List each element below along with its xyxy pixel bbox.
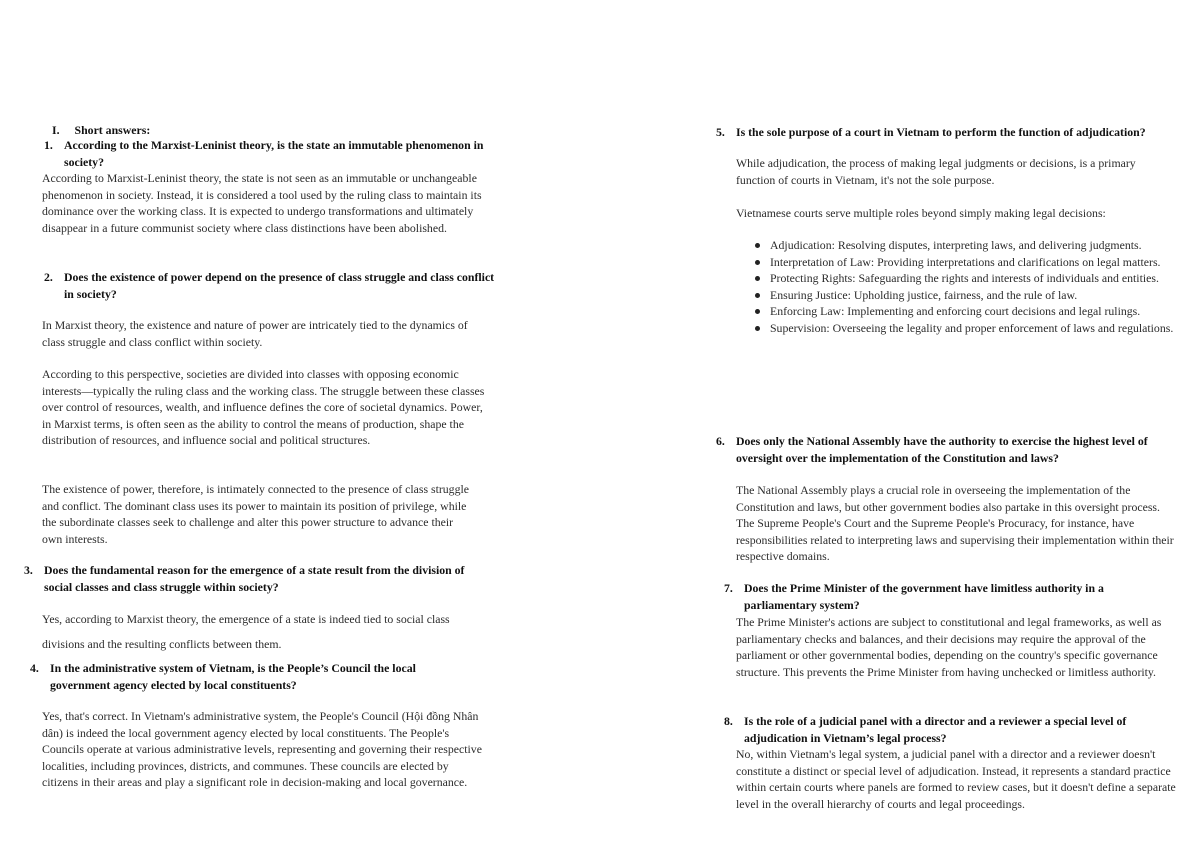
answer-4 <box>42 708 486 791</box>
roles-list <box>736 237 1176 337</box>
question-number: 6. <box>716 434 725 448</box>
answer-text: Yes, that's correct. In Vietnam's administrative system, the People's Council (Hội đồng Nhân dân) is indeed the local government agency elected by local constituents. The People's Councils operate at various administrative levels, representing and governing their respective localities, including provinces, districts, and communes. These councils are elected by citizens in their areas and play a significant role in decision-making and local governance. <box>42 709 482 790</box>
answer-text: While adjudication, the process of making legal judgments or decisions, is a primary function of courts in Vietnam, it's not the sole purpose. <box>736 156 1136 187</box>
answer-5-intro <box>736 205 1186 222</box>
answer-2-paragraph-2 <box>42 366 486 449</box>
question-number: 7. <box>724 581 733 595</box>
answer-6 <box>736 482 1176 565</box>
answer-text: No, within Vietnam's legal system, a judicial panel with a director and a reviewer doesn't constitute a distinct or special level of adjudication. Instead, it represents a standard practice within certain courts where panels are formed to review cases, but it doesn't define a separate level in the overall hierarchy of courts and legal proceedings. <box>736 747 1176 811</box>
question-8 <box>724 713 1164 746</box>
answer-text: Yes, according to Marxist theory, the emergence of a state is indeed tied to social class divisions and the resulting conflicts between them. <box>42 612 450 651</box>
answer-7 <box>736 614 1176 680</box>
answer-1 <box>42 170 494 236</box>
answer-text: The existence of power, therefore, is intimately connected to the presence of class struggle and conflict. The dominant class uses its power to maintain its position of privilege, while the subordinate classes seek to challenge and alter this power structure to advance their own interests. <box>42 482 469 546</box>
question-4 <box>30 660 450 693</box>
question-number: 5. <box>716 125 725 139</box>
answer-8 <box>736 746 1181 812</box>
question-text: Does the existence of power depend on the presence of class struggle and class conflict in society? <box>64 270 495 301</box>
answer-text: The Prime Minister's actions are subject to constitutional and legal frameworks, as well as parliamentary checks and balances, and their decisions may require the approval of the parliament or other governmental bodies, depending on the country's specific governance structure. This prevents the Prime Minister from having unchecked or limitless authority. <box>736 615 1162 679</box>
question-number: 2. <box>44 270 53 284</box>
bullet-icon <box>755 243 760 248</box>
answer-text: According to Marxist-Leninist theory, the state is not seen as an immutable or unchangeable phenomenon in society. Instead, it is considered a tool used by the ruling class to maintain its dominance over the working class. It is expected to undergo transformations and ultimately disappear in a future communist society where class distinctions have been abolished. <box>42 171 482 235</box>
question-text: Is the role of a judicial panel with a director and a reviewer a special level of adjudication in Vietnam’s legal process? <box>744 714 1127 745</box>
list-item: Adjudication: Resolving disputes, interpreting laws, and delivering judgments. <box>736 237 1176 254</box>
bullet-icon <box>755 309 760 314</box>
question-7 <box>724 580 1144 613</box>
list-item: Ensuring Justice: Upholding justice, fairness, and the rule of law. <box>736 287 1176 304</box>
list-item: Enforcing Law: Implementing and enforcing court decisions and legal rulings. <box>736 303 1176 320</box>
question-text: Does the fundamental reason for the emergence of a state result from the division of social classes and class struggle within society? <box>44 563 465 594</box>
answer-text: According to this perspective, societies are divided into classes with opposing economic interests—typically the ruling class and the working class. The struggle between these classes over control of resources, wealth, and influence defines the core of societal dynamics. Power, in Marxist terms, is often seen as the ability to control the means of production, shape the distribution of resources, and influence social and political structures. <box>42 367 485 448</box>
answer-text: Vietnamese courts serve multiple roles beyond simply making legal decisions: <box>736 206 1106 220</box>
bullet-icon <box>755 276 760 281</box>
question-2 <box>44 269 496 302</box>
question-text: According to the Marxist-Leninist theory, is the state an immutable phenomenon in society? <box>64 138 484 169</box>
list-item: Protecting Rights: Safeguarding the rights and interests of individuals and entities. <box>736 270 1176 287</box>
section-title: Short answers: <box>74 123 151 137</box>
question-6 <box>716 433 1166 466</box>
list-item: Supervision: Overseeing the legality and proper enforcement of laws and regulations. <box>736 320 1176 337</box>
question-number: 3. <box>24 563 33 577</box>
question-text: Does the Prime Minister of the government have limitless authority in a parliamentary system? <box>744 581 1104 612</box>
answer-text: In Marxist theory, the existence and nature of power are intricately tied to the dynamics of class struggle and class conflict within society. <box>42 318 468 349</box>
question-5 <box>716 124 1186 141</box>
answer-2-paragraph-1 <box>42 317 482 350</box>
question-number: 1. <box>44 138 53 152</box>
section-number: I. <box>52 123 60 137</box>
question-number: 8. <box>724 714 733 728</box>
question-1 <box>44 137 494 170</box>
question-number: 4. <box>30 661 39 675</box>
answer-2-paragraph-3 <box>42 481 470 547</box>
answer-text: The National Assembly plays a crucial role in overseeing the implementation of the Constitution and laws, but other government bodies also partake in this oversight process. The Supreme People's Court and the Supreme People's Procuracy, for instance, have responsibilities related to interpreting laws and supervising their implementation within their respective domains. <box>736 483 1174 564</box>
question-text: Does only the National Assembly have the authority to exercise the highest level of oversight over the implementation of the Constitution and laws? <box>736 434 1148 465</box>
answer-3 <box>42 607 484 657</box>
question-text: Is the sole purpose of a court in Vietnam to perform the function of adjudication? <box>736 125 1146 139</box>
question-3 <box>24 562 484 595</box>
bullet-icon <box>755 326 760 331</box>
bullet-icon <box>755 293 760 298</box>
list-item: Interpretation of Law: Providing interpretations and clarifications on legal matters. <box>736 254 1176 271</box>
question-text: In the administrative system of Vietnam, is the People’s Council the local government agency elected by local constituents? <box>50 661 416 692</box>
answer-5 <box>736 155 1176 188</box>
bullet-icon <box>755 260 760 265</box>
